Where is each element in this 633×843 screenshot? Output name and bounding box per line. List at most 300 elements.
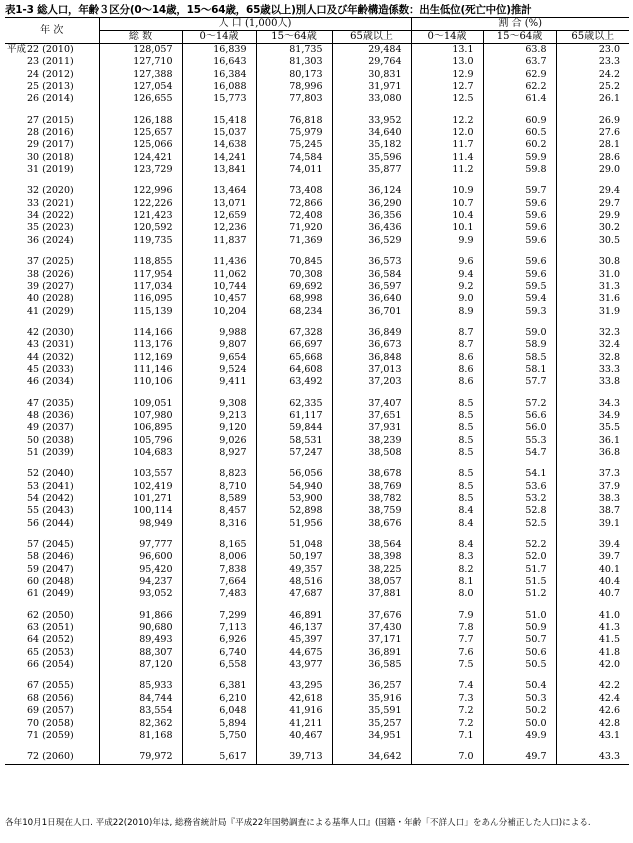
table-row xyxy=(5,185,629,197)
year-cell xyxy=(5,576,99,588)
year-cell xyxy=(5,564,99,576)
total-cell: 127,054 xyxy=(99,81,182,93)
pop-0-14-cell: 14,241 xyxy=(182,152,256,164)
ratio-15-64-cell: 59.8 xyxy=(483,164,556,176)
pop-15-64-cell: 41,916 xyxy=(256,705,332,717)
total-cell: 107,980 xyxy=(99,410,182,422)
ratio-15-64-cell: 58.1 xyxy=(483,364,556,376)
ratio-65-plus-cell: 34.3 xyxy=(556,398,629,410)
year-value: 43 (2031) xyxy=(27,339,74,351)
ratio-15-64-cell: 62.9 xyxy=(483,69,556,81)
table-row xyxy=(5,293,629,305)
ratio-0-14-cell: 7.6 xyxy=(411,647,483,659)
year-cell xyxy=(5,352,99,364)
total-cell: 128,057 xyxy=(99,44,182,57)
year-value: 27 (2015) xyxy=(27,114,74,126)
ratio-0-14-cell: 12.0 xyxy=(411,127,483,139)
year-cell xyxy=(5,659,99,671)
year-cell xyxy=(5,152,99,164)
year-value: 54 (2042) xyxy=(27,493,74,504)
pop-0-14-cell: 8,457 xyxy=(182,505,256,517)
pop-15-64-cell: 41,211 xyxy=(256,718,332,730)
ratio-15-64-cell: 59.5 xyxy=(483,281,556,293)
ratio-0-14-cell: 13.0 xyxy=(411,56,483,68)
pop-65-plus-cell: 37,407 xyxy=(332,398,411,410)
pop-65-plus-cell: 35,916 xyxy=(332,693,411,705)
year-value: 32 (2020) xyxy=(27,185,74,197)
total-cell: 90,680 xyxy=(99,622,182,634)
ratio-15-64-cell: 63.7 xyxy=(483,56,556,68)
total-cell: 117,954 xyxy=(99,269,182,281)
ratio-65-plus-cell: 37.3 xyxy=(556,468,629,480)
total-cell: 126,655 xyxy=(99,93,182,105)
pop-65-plus-cell: 38,508 xyxy=(332,447,411,459)
ratio-0-14-cell: 8.5 xyxy=(411,447,483,459)
ratio-0-14-cell: 9.9 xyxy=(411,235,483,247)
table-row xyxy=(5,127,629,139)
ratio-65-plus-cell: 30.5 xyxy=(556,235,629,247)
ratio-65-plus-cell: 39.7 xyxy=(556,551,629,563)
year-value: 40 (2028) xyxy=(27,293,74,305)
total-cell: 101,271 xyxy=(99,493,182,505)
pop-15-64-cell: 46,891 xyxy=(256,610,332,622)
ratio-15-64-cell: 50.9 xyxy=(483,622,556,634)
pop-0-14-cell: 6,210 xyxy=(182,693,256,705)
table-row xyxy=(5,505,629,517)
year-cell xyxy=(5,222,99,234)
table-row xyxy=(5,281,629,293)
pop-15-64-cell: 46,137 xyxy=(256,622,332,634)
year-value: 29 (2017) xyxy=(27,139,74,151)
total-cell: 79,972 xyxy=(99,751,182,764)
pop-15-64-cell: 73,408 xyxy=(256,185,332,197)
ratio-15-64-cell: 53.2 xyxy=(483,493,556,505)
year-cell xyxy=(5,339,99,351)
ratio-15-64-cell: 50.6 xyxy=(483,647,556,659)
ratio-0-14-cell: 7.8 xyxy=(411,622,483,634)
ratio-15-64-cell: 59.6 xyxy=(483,198,556,210)
total-cell: 123,729 xyxy=(99,164,182,176)
year-cell xyxy=(5,56,99,68)
total-cell: 116,095 xyxy=(99,293,182,305)
ratio-0-14-cell: 12.2 xyxy=(411,115,483,127)
pop-0-14-cell: 6,558 xyxy=(182,659,256,671)
ratio-65-plus-cell: 43.3 xyxy=(556,751,629,764)
year-cell xyxy=(5,256,99,268)
year-value: 33 (2021) xyxy=(27,197,74,209)
header-ratio: 割 合 (%) xyxy=(411,18,629,31)
pop-65-plus-cell: 38,759 xyxy=(332,505,411,517)
pop-15-64-cell: 70,308 xyxy=(256,269,332,281)
year-cell xyxy=(5,751,99,764)
year-value: 37 (2025) xyxy=(27,256,74,268)
pop-65-plus-cell: 36,640 xyxy=(332,293,411,305)
pop-0-14-cell: 5,894 xyxy=(182,718,256,730)
ratio-0-14-cell: 9.4 xyxy=(411,269,483,281)
ratio-0-14-cell: 8.7 xyxy=(411,339,483,351)
pop-15-64-cell: 71,920 xyxy=(256,222,332,234)
year-value: 34 (2022) xyxy=(27,210,74,222)
table-row xyxy=(5,730,629,742)
total-cell: 103,557 xyxy=(99,468,182,480)
year-value: 53 (2041) xyxy=(27,480,74,492)
ratio-0-14-cell: 9.2 xyxy=(411,281,483,293)
pop-0-14-cell: 8,710 xyxy=(182,481,256,493)
ratio-0-14-cell: 7.9 xyxy=(411,610,483,622)
table-row xyxy=(5,210,629,222)
pop-15-64-cell: 42,618 xyxy=(256,693,332,705)
pop-65-plus-cell: 38,782 xyxy=(332,493,411,505)
ratio-15-64-cell: 57.7 xyxy=(483,376,556,388)
ratio-0-14-cell: 12.7 xyxy=(411,81,483,93)
table-row xyxy=(5,56,629,68)
header-pop-0-14: 0～14歳 xyxy=(182,31,256,44)
year-cell xyxy=(5,185,99,197)
pop-0-14-cell: 7,299 xyxy=(182,610,256,622)
table-row xyxy=(5,610,629,622)
year-value: 25 (2013) xyxy=(27,81,74,93)
table-row xyxy=(5,269,629,281)
pop-0-14-cell: 11,436 xyxy=(182,256,256,268)
ratio-65-plus-cell: 42.8 xyxy=(556,718,629,730)
pop-15-64-cell: 51,956 xyxy=(256,518,332,530)
pop-65-plus-cell: 36,124 xyxy=(332,185,411,197)
year-cell xyxy=(5,398,99,410)
table-row xyxy=(5,222,629,234)
total-cell: 104,683 xyxy=(99,447,182,459)
pop-0-14-cell: 6,926 xyxy=(182,634,256,646)
pop-65-plus-cell: 35,182 xyxy=(332,139,411,151)
table-row xyxy=(5,364,629,376)
ratio-0-14-cell: 7.4 xyxy=(411,680,483,692)
pop-15-64-cell: 76,818 xyxy=(256,115,332,127)
year-cell xyxy=(5,680,99,692)
year-value: 70 (2058) xyxy=(27,717,74,729)
header-year: 年 次 xyxy=(5,18,99,44)
pop-65-plus-cell: 36,701 xyxy=(332,306,411,318)
ratio-15-64-cell: 54.7 xyxy=(483,447,556,459)
pop-15-64-cell: 45,397 xyxy=(256,634,332,646)
year-value: 44 (2032) xyxy=(27,351,74,363)
ratio-15-64-cell: 50.5 xyxy=(483,659,556,671)
ratio-65-plus-cell: 29.9 xyxy=(556,210,629,222)
pop-15-64-cell: 74,011 xyxy=(256,164,332,176)
pop-15-64-cell: 81,303 xyxy=(256,56,332,68)
table-row xyxy=(5,564,629,576)
pop-65-plus-cell: 38,676 xyxy=(332,518,411,530)
pop-65-plus-cell: 38,564 xyxy=(332,539,411,551)
ratio-65-plus-cell: 29.0 xyxy=(556,164,629,176)
pop-65-plus-cell: 29,764 xyxy=(332,56,411,68)
ratio-15-64-cell: 53.6 xyxy=(483,481,556,493)
pop-0-14-cell: 9,026 xyxy=(182,435,256,447)
year-value: 39 (2027) xyxy=(27,280,74,292)
table-row xyxy=(5,680,629,692)
ratio-0-14-cell: 8.4 xyxy=(411,505,483,517)
year-value: 60 (2048) xyxy=(27,576,74,588)
ratio-0-14-cell: 8.0 xyxy=(411,588,483,600)
ratio-65-plus-cell: 42.6 xyxy=(556,705,629,717)
total-cell: 83,554 xyxy=(99,705,182,717)
pop-65-plus-cell: 36,573 xyxy=(332,256,411,268)
pop-65-plus-cell: 38,398 xyxy=(332,551,411,563)
year-value: 48 (2036) xyxy=(27,409,74,421)
pop-15-64-cell: 75,245 xyxy=(256,139,332,151)
ratio-15-64-cell: 58.9 xyxy=(483,339,556,351)
year-value: 41 (2029) xyxy=(27,305,74,317)
pop-65-plus-cell: 36,257 xyxy=(332,680,411,692)
pop-15-64-cell: 68,234 xyxy=(256,306,332,318)
pop-15-64-cell: 77,803 xyxy=(256,93,332,105)
ratio-0-14-cell: 11.2 xyxy=(411,164,483,176)
pop-15-64-cell: 66,697 xyxy=(256,339,332,351)
table-row xyxy=(5,647,629,659)
total-cell: 105,796 xyxy=(99,435,182,447)
total-cell: 122,996 xyxy=(99,185,182,197)
ratio-65-plus-cell: 29.4 xyxy=(556,185,629,197)
ratio-0-14-cell: 8.4 xyxy=(411,518,483,530)
header-ratio-65-plus: 65歳以上 xyxy=(556,31,629,44)
pop-65-plus-cell: 34,951 xyxy=(332,730,411,742)
ratio-65-plus-cell: 36.1 xyxy=(556,435,629,447)
pop-65-plus-cell: 36,356 xyxy=(332,210,411,222)
pop-15-64-cell: 40,467 xyxy=(256,730,332,742)
table-row xyxy=(5,235,629,247)
pop-0-14-cell: 15,037 xyxy=(182,127,256,139)
ratio-65-plus-cell: 32.8 xyxy=(556,352,629,364)
ratio-0-14-cell: 8.5 xyxy=(411,493,483,505)
pop-65-plus-cell: 37,171 xyxy=(332,634,411,646)
ratio-65-plus-cell: 29.7 xyxy=(556,198,629,210)
pop-15-64-cell: 72,408 xyxy=(256,210,332,222)
pop-15-64-cell: 70,845 xyxy=(256,256,332,268)
pop-65-plus-cell: 33,080 xyxy=(332,93,411,105)
ratio-0-14-cell: 7.2 xyxy=(411,705,483,717)
ratio-15-64-cell: 50.7 xyxy=(483,634,556,646)
pop-0-14-cell: 7,664 xyxy=(182,576,256,588)
year-cell xyxy=(5,139,99,151)
year-cell xyxy=(5,588,99,600)
ratio-65-plus-cell: 39.4 xyxy=(556,539,629,551)
ratio-65-plus-cell: 31.0 xyxy=(556,269,629,281)
ratio-65-plus-cell: 38.7 xyxy=(556,505,629,517)
pop-65-plus-cell: 38,239 xyxy=(332,435,411,447)
pop-0-14-cell: 10,204 xyxy=(182,306,256,318)
year-value: 38 (2026) xyxy=(27,268,74,280)
pop-65-plus-cell: 36,849 xyxy=(332,327,411,339)
pop-65-plus-cell: 36,597 xyxy=(332,281,411,293)
ratio-65-plus-cell: 42.4 xyxy=(556,693,629,705)
total-cell: 81,168 xyxy=(99,730,182,742)
pop-0-14-cell: 9,120 xyxy=(182,422,256,434)
pop-0-14-cell: 8,316 xyxy=(182,518,256,530)
ratio-65-plus-cell: 26.1 xyxy=(556,93,629,105)
table-row xyxy=(5,327,629,339)
ratio-65-plus-cell: 42.2 xyxy=(556,680,629,692)
pop-15-64-cell: 63,492 xyxy=(256,376,332,388)
pop-15-64-cell: 80,173 xyxy=(256,69,332,81)
year-cell xyxy=(5,422,99,434)
year-value: 57 (2045) xyxy=(27,539,74,551)
total-cell: 118,855 xyxy=(99,256,182,268)
pop-65-plus-cell: 37,881 xyxy=(332,588,411,600)
total-cell: 93,052 xyxy=(99,588,182,600)
pop-15-64-cell: 59,844 xyxy=(256,422,332,434)
ratio-15-64-cell: 56.6 xyxy=(483,410,556,422)
total-cell: 115,139 xyxy=(99,306,182,318)
table-title: 表1-3 総人口，年齢３区分(0～14歳，15～64歳，65歳以上)別人口及び年齢構造係数：出生低位(死亡中位)推計 xyxy=(5,4,532,16)
pop-65-plus-cell: 37,676 xyxy=(332,610,411,622)
table-row xyxy=(5,352,629,364)
year-value: 24 (2012) xyxy=(27,68,74,80)
pop-15-64-cell: 81,735 xyxy=(256,44,332,57)
table-row xyxy=(5,718,629,730)
year-value: 55 (2043) xyxy=(27,505,74,517)
pop-15-64-cell: 69,692 xyxy=(256,281,332,293)
pop-0-14-cell: 9,524 xyxy=(182,364,256,376)
ratio-65-plus-cell: 27.6 xyxy=(556,127,629,139)
ratio-65-plus-cell: 41.8 xyxy=(556,647,629,659)
pop-0-14-cell: 16,088 xyxy=(182,81,256,93)
pop-0-14-cell: 5,617 xyxy=(182,751,256,764)
ratio-15-64-cell: 52.8 xyxy=(483,505,556,517)
pop-65-plus-cell: 30,831 xyxy=(332,69,411,81)
header-ratio-0-14: 0～14歳 xyxy=(411,31,483,44)
year-cell xyxy=(5,269,99,281)
total-cell: 91,866 xyxy=(99,610,182,622)
ratio-0-14-cell: 8.9 xyxy=(411,306,483,318)
ratio-65-plus-cell: 31.9 xyxy=(556,306,629,318)
year-value: 23 (2011) xyxy=(27,56,74,68)
header-pop-65-plus: 65歳以上 xyxy=(332,31,411,44)
total-cell: 120,592 xyxy=(99,222,182,234)
total-cell: 127,710 xyxy=(99,56,182,68)
total-cell: 122,226 xyxy=(99,198,182,210)
pop-0-14-cell: 6,381 xyxy=(182,680,256,692)
total-cell: 96,600 xyxy=(99,551,182,563)
year-cell xyxy=(5,539,99,551)
ratio-15-64-cell: 60.9 xyxy=(483,115,556,127)
ratio-65-plus-cell: 38.3 xyxy=(556,493,629,505)
total-cell: 113,176 xyxy=(99,339,182,351)
pop-15-64-cell: 71,369 xyxy=(256,235,332,247)
table-row xyxy=(5,339,629,351)
ratio-15-64-cell: 59.6 xyxy=(483,222,556,234)
ratio-0-14-cell: 8.5 xyxy=(411,398,483,410)
ratio-65-plus-cell: 40.1 xyxy=(556,564,629,576)
ratio-0-14-cell: 8.7 xyxy=(411,327,483,339)
ratio-15-64-cell: 60.2 xyxy=(483,139,556,151)
year-cell xyxy=(5,468,99,480)
pop-65-plus-cell: 38,678 xyxy=(332,468,411,480)
table-row xyxy=(5,468,629,480)
ratio-0-14-cell: 13.1 xyxy=(411,44,483,57)
table-row xyxy=(5,705,629,717)
table-row xyxy=(5,634,629,646)
total-cell: 114,166 xyxy=(99,327,182,339)
table-row xyxy=(5,81,629,93)
pop-15-64-cell: 78,996 xyxy=(256,81,332,93)
year-value: 62 (2050) xyxy=(27,609,74,621)
pop-15-64-cell: 72,866 xyxy=(256,198,332,210)
year-value: 72 (2060) xyxy=(27,751,74,763)
table-row xyxy=(5,115,629,127)
table-row xyxy=(5,751,629,764)
pop-0-14-cell: 9,654 xyxy=(182,352,256,364)
ratio-0-14-cell: 10.4 xyxy=(411,210,483,222)
table-row xyxy=(5,493,629,505)
year-value: 35 (2023) xyxy=(27,222,74,234)
table-row xyxy=(5,435,629,447)
ratio-0-14-cell: 8.5 xyxy=(411,481,483,493)
ratio-0-14-cell: 10.7 xyxy=(411,198,483,210)
pop-65-plus-cell: 35,596 xyxy=(332,152,411,164)
year-value: 47 (2035) xyxy=(27,397,74,409)
ratio-65-plus-cell: 41.3 xyxy=(556,622,629,634)
pop-15-64-cell: 58,531 xyxy=(256,435,332,447)
pop-0-14-cell: 9,988 xyxy=(182,327,256,339)
pop-65-plus-cell: 36,436 xyxy=(332,222,411,234)
year-value: 67 (2055) xyxy=(27,680,74,692)
pop-15-64-cell: 44,675 xyxy=(256,647,332,659)
total-cell: 88,307 xyxy=(99,647,182,659)
total-cell: 126,188 xyxy=(99,115,182,127)
pop-65-plus-cell: 36,848 xyxy=(332,352,411,364)
pop-0-14-cell: 16,839 xyxy=(182,44,256,57)
year-cell xyxy=(5,210,99,222)
year-value: 42 (2030) xyxy=(27,326,74,338)
total-cell: 111,146 xyxy=(99,364,182,376)
ratio-15-64-cell: 52.2 xyxy=(483,539,556,551)
year-cell xyxy=(5,93,99,105)
pop-0-14-cell: 12,659 xyxy=(182,210,256,222)
era-label: 平成 xyxy=(7,44,27,55)
year-cell xyxy=(5,327,99,339)
pop-0-14-cell: 7,483 xyxy=(182,588,256,600)
year-value: 52 (2040) xyxy=(27,468,74,480)
table-row xyxy=(5,539,629,551)
ratio-65-plus-cell: 26.9 xyxy=(556,115,629,127)
ratio-15-64-cell: 52.0 xyxy=(483,551,556,563)
ratio-65-plus-cell: 32.4 xyxy=(556,339,629,351)
ratio-65-plus-cell: 28.6 xyxy=(556,152,629,164)
pop-65-plus-cell: 37,651 xyxy=(332,410,411,422)
total-cell: 117,034 xyxy=(99,281,182,293)
pop-0-14-cell: 11,062 xyxy=(182,269,256,281)
year-cell xyxy=(5,705,99,717)
year-cell xyxy=(5,69,99,81)
total-cell: 89,493 xyxy=(99,634,182,646)
year-cell xyxy=(5,410,99,422)
ratio-15-64-cell: 59.6 xyxy=(483,210,556,222)
pop-0-14-cell: 9,213 xyxy=(182,410,256,422)
ratio-15-64-cell: 59.7 xyxy=(483,185,556,197)
ratio-0-14-cell: 7.0 xyxy=(411,751,483,764)
year-value: 50 (2038) xyxy=(27,434,74,446)
table-row xyxy=(5,198,629,210)
ratio-65-plus-cell: 25.2 xyxy=(556,81,629,93)
table-row xyxy=(5,481,629,493)
pop-65-plus-cell: 36,290 xyxy=(332,198,411,210)
ratio-65-plus-cell: 24.2 xyxy=(556,69,629,81)
pop-0-14-cell: 9,308 xyxy=(182,398,256,410)
pop-65-plus-cell: 36,584 xyxy=(332,269,411,281)
ratio-65-plus-cell: 41.0 xyxy=(556,610,629,622)
year-value: 49 (2037) xyxy=(27,422,74,434)
total-cell: 82,362 xyxy=(99,718,182,730)
year-cell xyxy=(5,493,99,505)
table-row xyxy=(5,622,629,634)
